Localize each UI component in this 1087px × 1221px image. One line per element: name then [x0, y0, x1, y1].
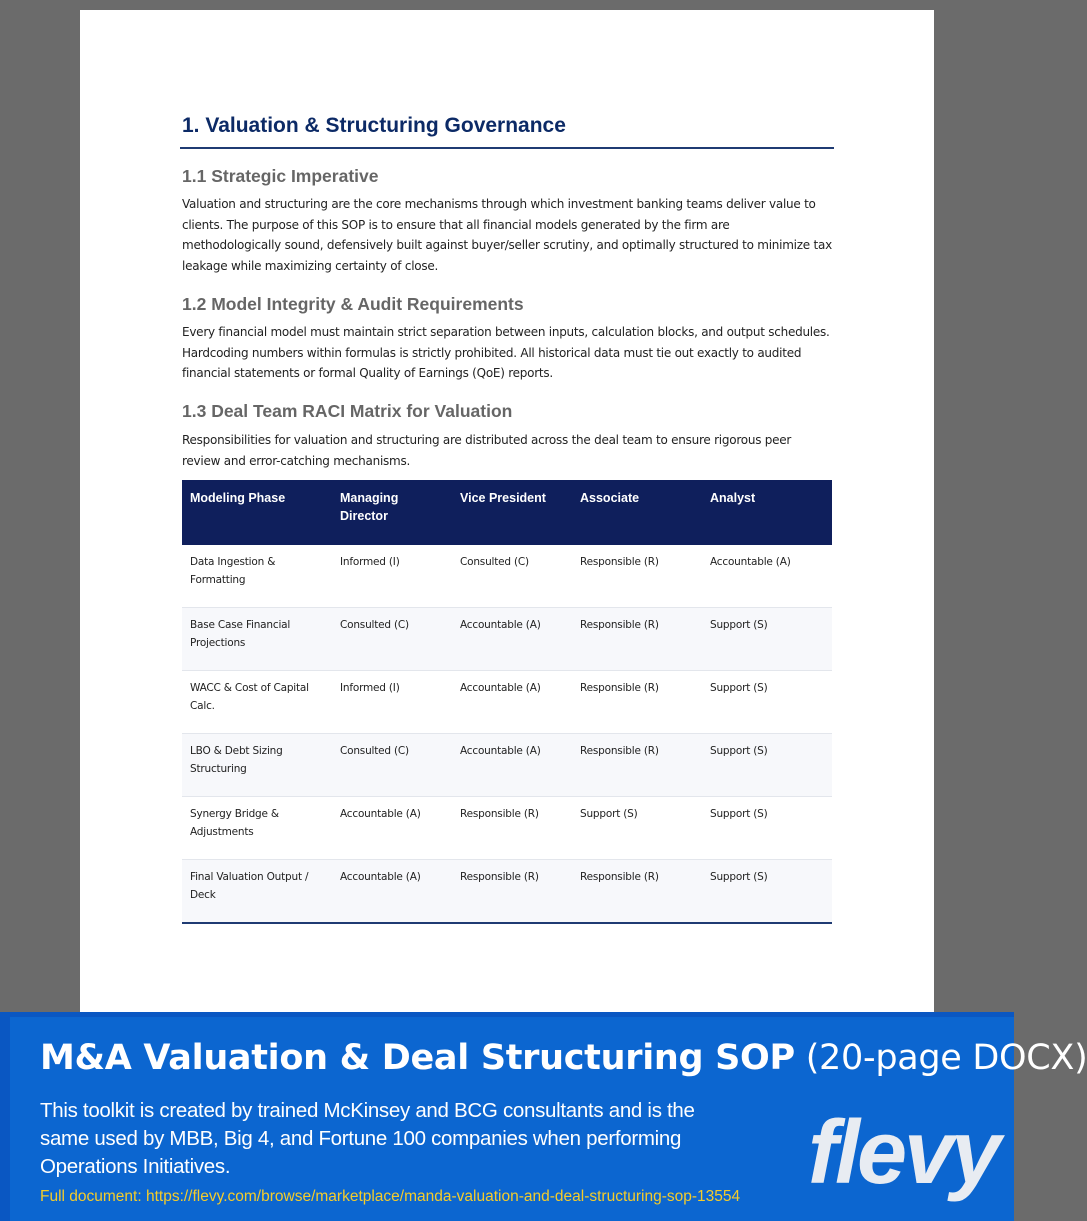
banner-title-light: (20-page DOCX)	[805, 1038, 1087, 1078]
banner-title	[40, 1038, 1087, 1078]
header-analyst: Analyst	[702, 480, 832, 545]
heading-strategic-imperative: 1.1 Strategic Imperative	[182, 166, 379, 186]
table-cell: LBO & Debt Sizing Structuring	[182, 734, 332, 797]
table-cell: Informed (I)	[332, 545, 452, 608]
table-cell: Synergy Bridge & Adjustments	[182, 797, 332, 860]
header-vice-president: Vice President	[452, 480, 572, 545]
table-cell: Informed (I)	[332, 671, 452, 734]
table-row	[182, 734, 832, 797]
table-cell: Final Valuation Output / Deck	[182, 860, 332, 924]
table-cell: Base Case Financial Projections	[182, 608, 332, 671]
table-header-row	[182, 480, 832, 545]
table-cell: Support (S)	[702, 671, 832, 734]
table-cell: Support (S)	[702, 734, 832, 797]
title-rule	[180, 147, 834, 149]
table-cell: Responsible (R)	[452, 860, 572, 924]
table-cell: Responsible (R)	[572, 734, 702, 797]
table-row	[182, 860, 832, 924]
heading-model-integrity: 1.2 Model Integrity & Audit Requirements	[182, 294, 524, 314]
table-cell: Accountable (A)	[452, 671, 572, 734]
flevy-logo: flevy	[808, 1103, 999, 1203]
table-cell: Accountable (A)	[452, 734, 572, 797]
table-cell: Consulted (C)	[332, 734, 452, 797]
table-cell: Data Ingestion & Formatting	[182, 545, 332, 608]
section-title: 1. Valuation & Structuring Governance	[182, 114, 566, 137]
table-cell: Responsible (R)	[572, 545, 702, 608]
table-cell: Consulted (C)	[452, 545, 572, 608]
table-cell: Responsible (R)	[572, 608, 702, 671]
heading-raci-matrix: 1.3 Deal Team RACI Matrix for Valuation	[182, 401, 513, 421]
table-row	[182, 545, 832, 608]
header-associate: Associate	[572, 480, 702, 545]
table-cell: Consulted (C)	[332, 608, 452, 671]
table-cell: Support (S)	[702, 860, 832, 924]
table-cell: WACC & Cost of Capital Calc.	[182, 671, 332, 734]
banner-title-bold: M&A Valuation & Deal Structuring SOP	[40, 1038, 795, 1078]
table-cell: Accountable (A)	[332, 797, 452, 860]
table-cell: Support (S)	[572, 797, 702, 860]
document-page	[80, 10, 934, 1014]
table-cell: Responsible (R)	[572, 860, 702, 924]
table-cell: Accountable (A)	[452, 608, 572, 671]
table-cell: Responsible (R)	[572, 671, 702, 734]
header-modeling-phase: Modeling Phase	[182, 480, 332, 545]
table-row	[182, 608, 832, 671]
banner-description: This toolkit is created by trained McKinsey and BCG consultants and is the same used by MBB, Big 4, and Fortune 100 companies when performing Operations Initiatives.	[40, 1099, 695, 1178]
header-managing-director: Managing Director	[332, 480, 452, 545]
raci-table	[182, 480, 832, 924]
table-cell: Responsible (R)	[452, 797, 572, 860]
paragraph-strategic-imperative: Valuation and structuring are the core mechanisms through which investment banking teams deliver value to clients. The purpose of this SOP is to ensure that all financial models generated by the firm are methodologically sound, defensively built against buyer/seller scrutiny, and optimally structured to minimize tax leakage while maximizing certainty of close.	[182, 197, 832, 273]
paragraph-raci-matrix: Responsibilities for valuation and structuring are distributed across the deal team to ensure rigorous peer review and error-catching mechanisms.	[182, 433, 792, 468]
table-row	[182, 671, 832, 734]
paragraph-model-integrity: Every financial model must maintain strict separation between inputs, calculation blocks, and output schedules. Hardcoding numbers within formulas is strictly prohibited. All historical data must tie out exactly to audited financial statements or formal Quality of Earnings (QoE) reports.	[182, 325, 830, 380]
banner-document-link[interactable]: Full document: https://flevy.com/browse/marketplace/manda-valuation-and-deal-structuring-sop-13554	[40, 1188, 741, 1205]
table-cell: Support (S)	[702, 608, 832, 671]
table-cell: Accountable (A)	[332, 860, 452, 924]
table-cell: Accountable (A)	[702, 545, 832, 608]
table-row	[182, 797, 832, 860]
table-cell: Support (S)	[702, 797, 832, 860]
